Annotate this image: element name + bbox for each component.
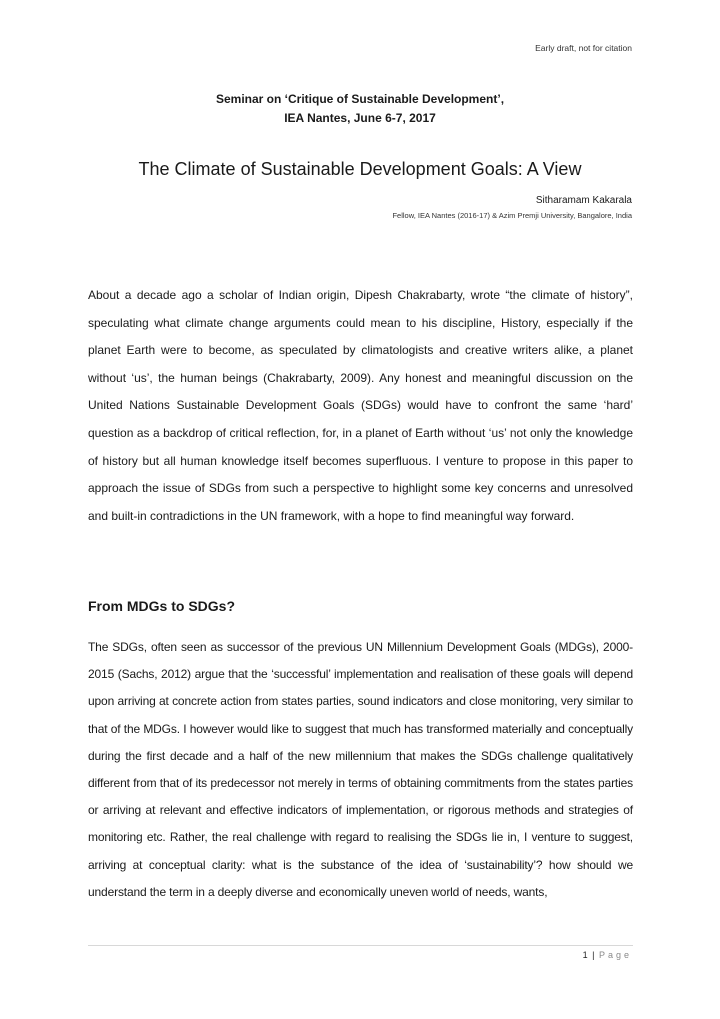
paper-title: The Climate of Sustainable Development Goals: A View [138,159,582,179]
section-heading: From MDGs to SDGs? [88,598,236,614]
seminar-info [0,90,720,128]
page-footer [583,950,632,960]
page-number: 1 [582,950,588,960]
seminar-title-line: Seminar on ‘Critique of Sustainable Development’, [215,92,505,106]
footer-divider [88,945,633,946]
page-separator: | [592,950,595,960]
author-affiliation: Fellow, IEA Nantes (2016-17) & Azim Premji University, Bangalore, India [392,211,632,220]
page-label: Page [598,950,632,960]
intro-paragraph: About a decade ago a scholar of Indian origin, Dipesh Chakrabarty, wrote “the climate of history”, speculating what climate change arguments could mean to his discipline, History, especially if the planet Earth were to become, as speculated by climatologists and creative writers alike, a planet without ‘us’, the human beings (Chakrabarty, 2009). Any honest and meaningful discussion on the United Nations Sustainable Development Goals (SDGs) would have to confront the same ‘hard’ question as a backdrop of critical reflection, for, in a planet of Earth without ‘us’ not only the knowledge of history but all human knowledge itself becomes superfluous. I venture to propose in this paper to approach the issue of SDGs from such a perspective to highlight some key concerns and unresolved and built-in contradictions in the UN framework, with a hope to find meaningful way forward. [88,288,633,523]
section-paragraph: The SDGs, often seen as successor of the previous UN Millennium Development Goals (MDGs), 2000-2015 (Sachs, 2012) argue that the ‘successful’ implementation and realisation of these goals will depend upon arriving at concrete action from states parties, sound indicators and close monitoring, very similar to that of the MDGs. I however would like to suggest that much has transformed materially and conceptually during the first decade and a half of the new millennium that makes the SDGs challenge qualitatively different from that of its predecessor not merely in terms of obtaining commitments from the states parties or arriving at relevant and effective indicators of implementation, or rigorous methods and strategies of monitoring etc. Rather, the real challenge with regard to realising the SDGs lie in, I venture to suggest, arriving at conceptual clarity: what is the substance of the idea of ‘sustainability’? how should we understand the term in a deeply diverse and economically uneven world of needs, wants, [88,640,633,899]
author-name: Sitharamam Kakarala [535,195,632,206]
draft-notice: Early draft, not for citation [535,43,632,53]
seminar-location-line: IEA Nantes, June 6-7, 2017 [284,111,436,125]
